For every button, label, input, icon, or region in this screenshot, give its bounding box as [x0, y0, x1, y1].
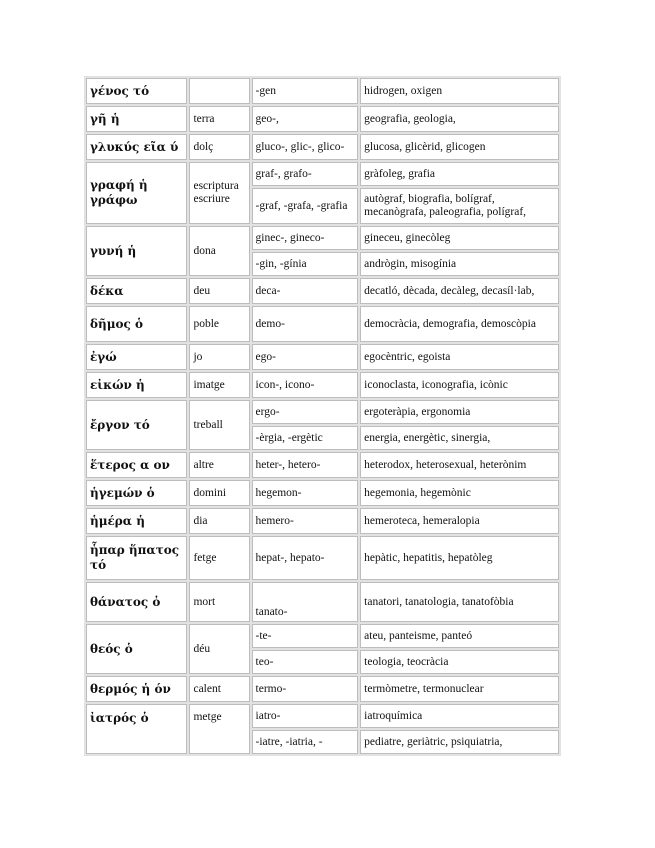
prefix: termo- — [252, 676, 359, 702]
examples: democràcia, demografia, demoscòpia — [360, 306, 559, 342]
table-row — [86, 226, 559, 250]
table-row — [86, 106, 559, 132]
table-row — [86, 344, 559, 370]
examples: geografia, geologia, — [360, 106, 559, 132]
prefix: ginec-, gineco- — [252, 226, 359, 250]
meaning: mort — [189, 582, 249, 622]
meaning: poble — [189, 306, 249, 342]
greek-etymology-table — [84, 76, 561, 756]
examples: hemeroteca, hemeralopia — [360, 508, 559, 534]
prefix: graf-, grafo- — [252, 162, 359, 186]
prefix: -gen — [252, 78, 359, 104]
greek-word: γλυκύς εῖα ύ — [86, 134, 187, 160]
examples: ergoteràpia, ergonomia — [360, 400, 559, 424]
meaning: calent — [189, 676, 249, 702]
examples: pediatre, geriàtric, psiquiatria, — [360, 730, 559, 754]
greek-word: γραφή ἡ γράφω — [86, 162, 187, 224]
examples: hidrogen, oxigen — [360, 78, 559, 104]
table-row — [86, 582, 559, 622]
greek-word: θερμός ἡ όν — [86, 676, 187, 702]
examples: egocèntric, egoista — [360, 344, 559, 370]
meaning: déu — [189, 624, 249, 674]
prefix: -èrgia, -ergètic — [252, 426, 359, 450]
greek-word: γυνή ἡ — [86, 226, 187, 276]
prefix: teo- — [252, 650, 359, 674]
prefix: gluco-, glic-, glico- — [252, 134, 359, 160]
table-row — [86, 134, 559, 160]
greek-word: ἕτερος α ον — [86, 452, 187, 478]
meaning: altre — [189, 452, 249, 478]
meaning: dona — [189, 226, 249, 276]
examples: tanatori, tanatologia, tanatofòbia — [360, 582, 559, 622]
prefix: -te- — [252, 624, 359, 648]
examples: gineceu, ginecòleg — [360, 226, 559, 250]
prefix: heter-, hetero- — [252, 452, 359, 478]
table-row — [86, 452, 559, 478]
meaning: dolç — [189, 134, 249, 160]
examples: gràfoleg, grafia — [360, 162, 559, 186]
examples: hegemonia, hegemònic — [360, 480, 559, 506]
greek-word: ἔργον τό — [86, 400, 187, 450]
meaning: dia — [189, 508, 249, 534]
prefix: ego- — [252, 344, 359, 370]
examples: iconoclasta, iconografia, icònic — [360, 372, 559, 398]
greek-word: γένος τό — [86, 78, 187, 104]
examples: glucosa, glicèrid, glicogen — [360, 134, 559, 160]
prefix: -gin, -gínia — [252, 252, 359, 276]
prefix: tanato- — [252, 582, 359, 622]
prefix: hepat-, hepato- — [252, 536, 359, 580]
greek-word: θάνατος ὁ — [86, 582, 187, 622]
table-row — [86, 624, 559, 648]
prefix: deca- — [252, 278, 359, 304]
greek-word: ἰατρός ὁ — [86, 704, 187, 754]
examples: termòmetre, termonuclear — [360, 676, 559, 702]
prefix: hemero- — [252, 508, 359, 534]
greek-word: δῆμος ὁ — [86, 306, 187, 342]
meaning: deu — [189, 278, 249, 304]
meaning: treball — [189, 400, 249, 450]
table-row — [86, 676, 559, 702]
greek-word: ἡγεμών ὁ — [86, 480, 187, 506]
table-row — [86, 704, 559, 728]
examples: energia, energètic, sinergia, — [360, 426, 559, 450]
greek-word: θεός ὁ — [86, 624, 187, 674]
prefix: icon-, icono- — [252, 372, 359, 398]
prefix: hegemon- — [252, 480, 359, 506]
prefix: -graf, -grafa, -grafia — [252, 188, 359, 224]
meaning: terra — [189, 106, 249, 132]
examples: decatló, dècada, decàleg, decasíl·lab, — [360, 278, 559, 304]
meaning: jo — [189, 344, 249, 370]
greek-word: ἡμέρα ἡ — [86, 508, 187, 534]
table-row — [86, 400, 559, 424]
examples: hepàtic, hepatitis, hepatòleg — [360, 536, 559, 580]
prefix: iatro- — [252, 704, 359, 728]
table-row — [86, 306, 559, 342]
table-row — [86, 278, 559, 304]
meaning: domini — [189, 480, 249, 506]
table-row — [86, 536, 559, 580]
examples: teologia, teocràcia — [360, 650, 559, 674]
greek-word: ἧπαρ ἥπατος τό — [86, 536, 187, 580]
examples: iatroquímica — [360, 704, 559, 728]
meaning: escriptura escriure — [189, 162, 249, 224]
examples: andrògin, misogínia — [360, 252, 559, 276]
table-row — [86, 508, 559, 534]
greek-word: εἰκών ἡ — [86, 372, 187, 398]
prefix: ergo- — [252, 400, 359, 424]
meaning: fetge — [189, 536, 249, 580]
examples: ateu, panteisme, panteó — [360, 624, 559, 648]
table-row — [86, 78, 559, 104]
table-row — [86, 372, 559, 398]
table-row — [86, 480, 559, 506]
greek-word: ἐγώ — [86, 344, 187, 370]
table-row — [86, 162, 559, 186]
examples: autògraf, biografia, bolígraf, mecanògrafa, paleografia, polígraf, — [360, 188, 559, 224]
meaning: metge — [189, 704, 249, 754]
meaning: imatge — [189, 372, 249, 398]
meaning — [189, 78, 249, 104]
examples: heterodox, heterosexual, heterònim — [360, 452, 559, 478]
prefix: geo-, — [252, 106, 359, 132]
prefix: demo- — [252, 306, 359, 342]
prefix: -iatre, -iatria, - — [252, 730, 359, 754]
greek-word: γῆ ἡ — [86, 106, 187, 132]
greek-word: δέκα — [86, 278, 187, 304]
